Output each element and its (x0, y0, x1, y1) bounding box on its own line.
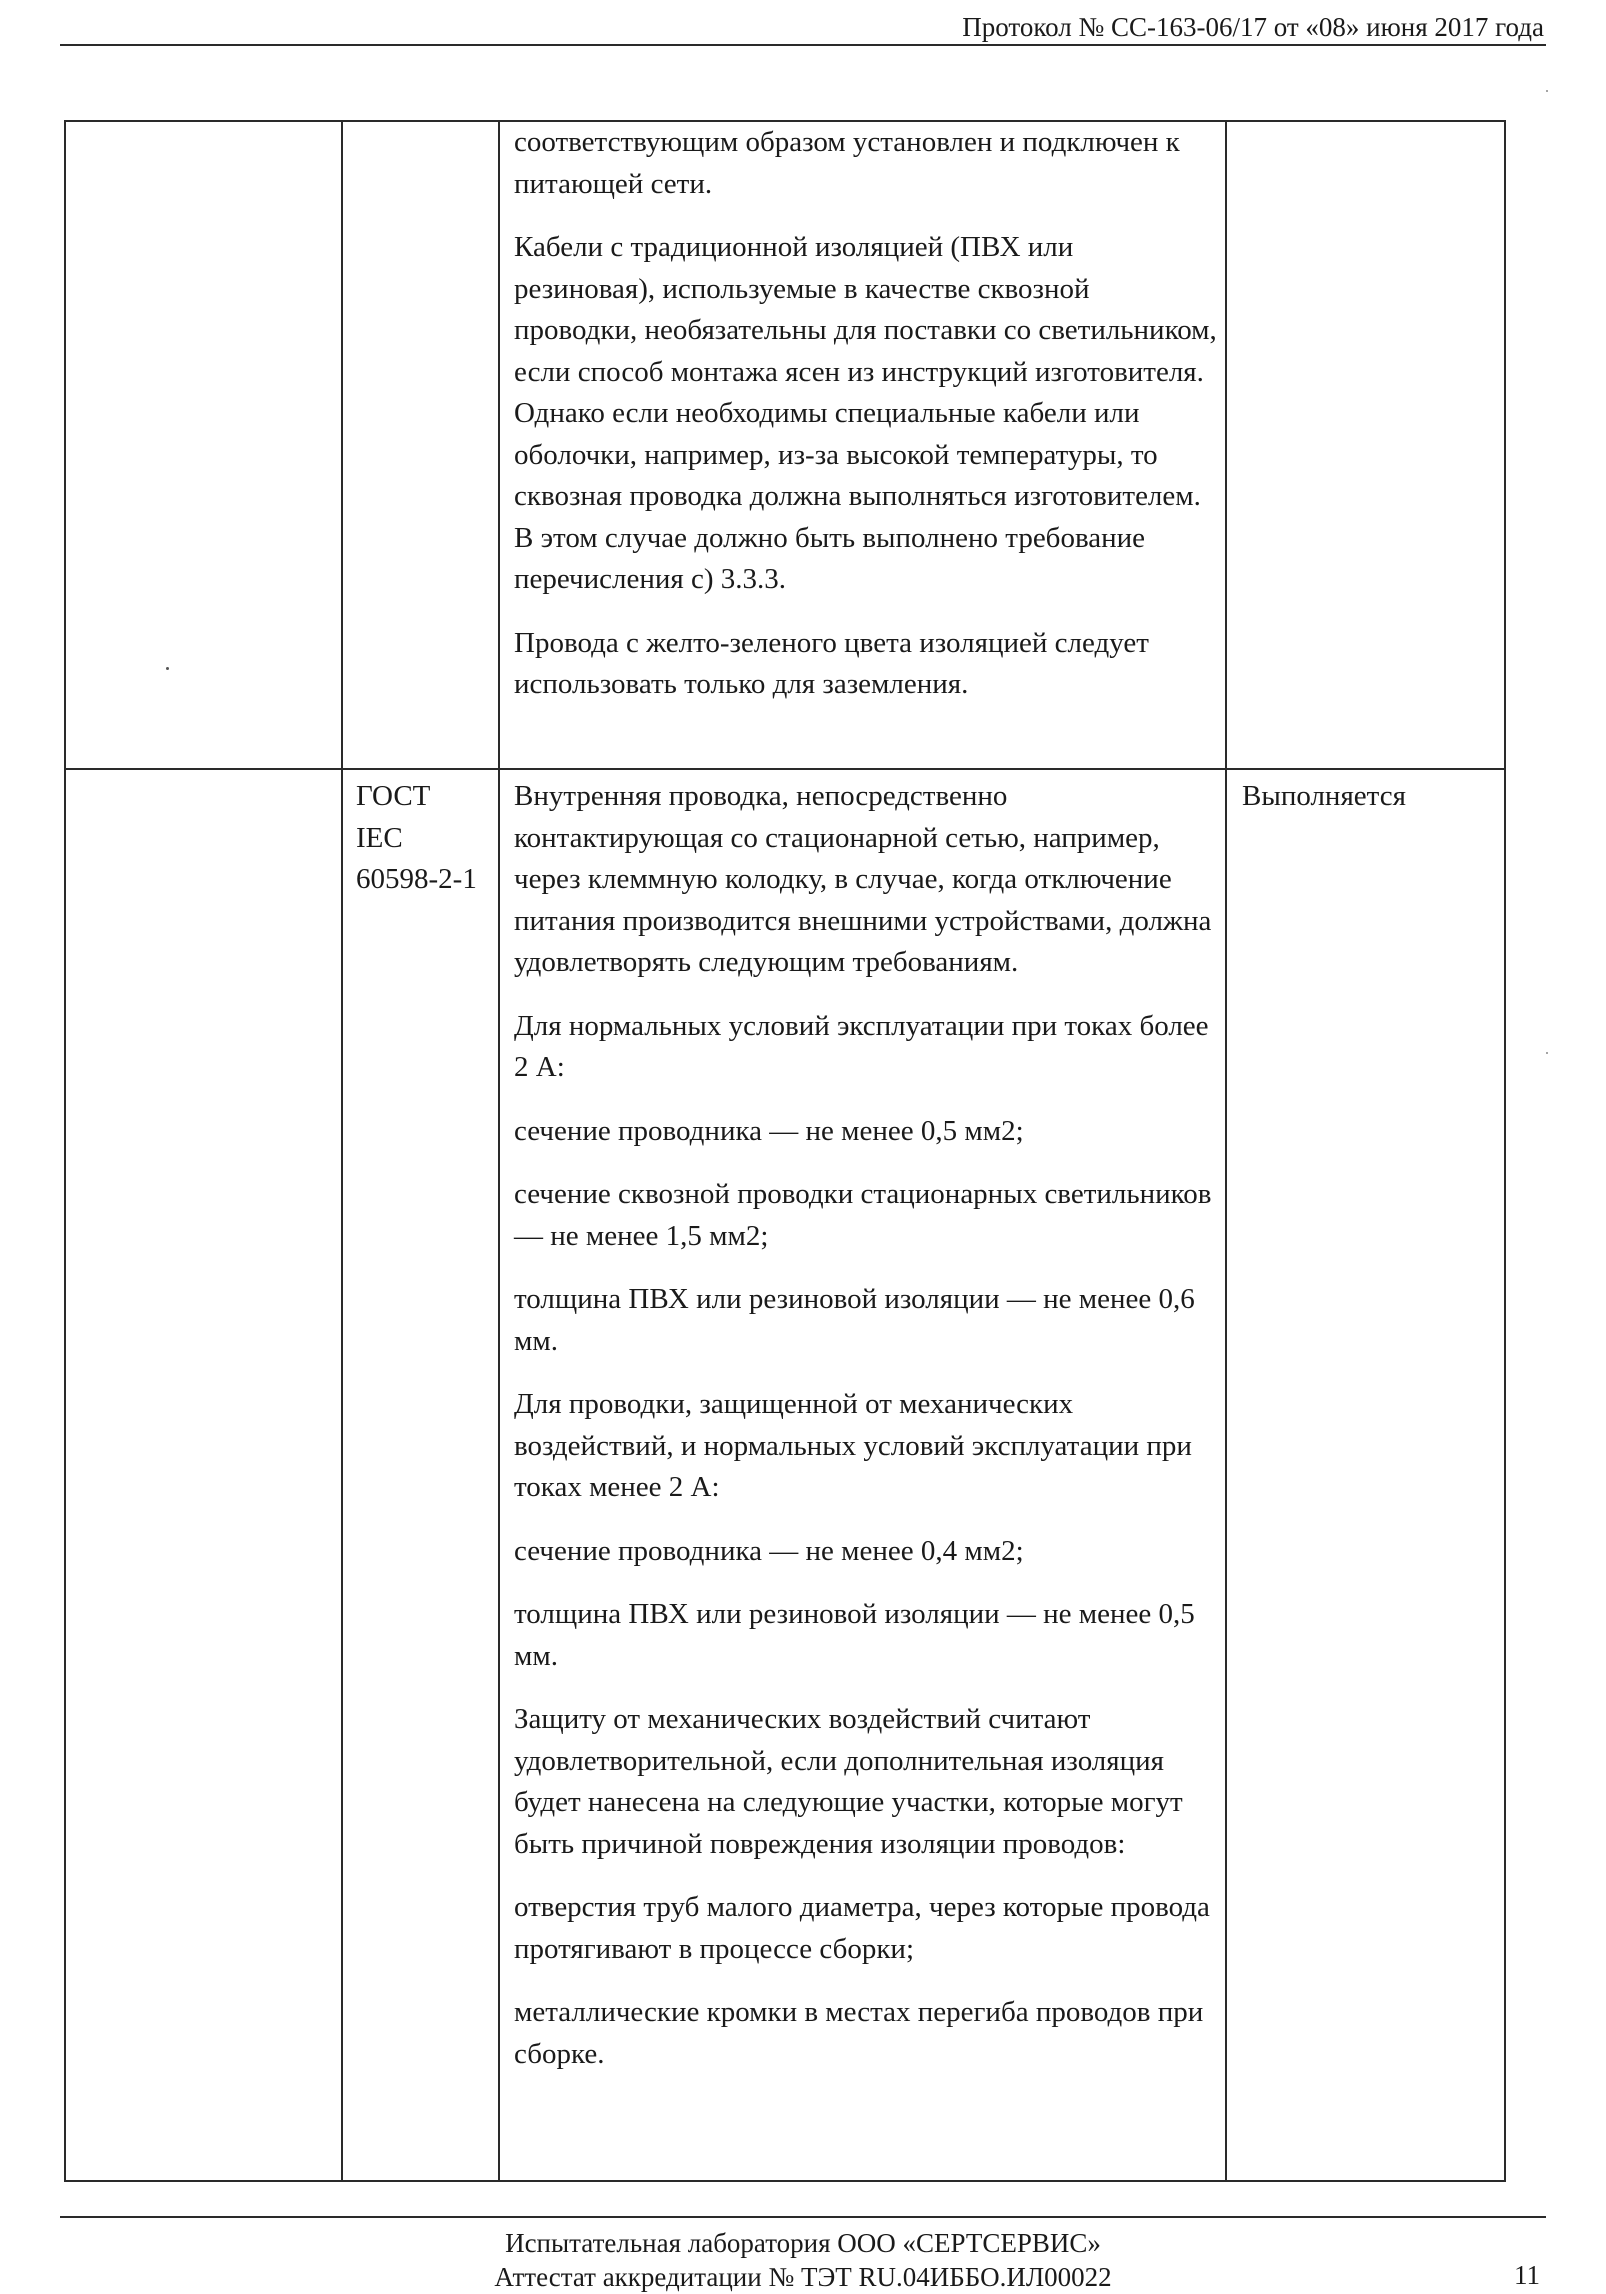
requirement-paragraph: Для нормальных условий эксплуатации при токах более 2 А: (514, 1009, 1209, 1083)
row-2-clause-cell (65, 769, 342, 2181)
footer-divider (60, 2216, 1546, 2218)
requirement-paragraph: Для проводки, защищенной от механических воздействий, и нормальных условий эксплуатации при токах менее 2 А: (514, 1388, 1192, 1503)
footer-lab-name: Испытательная лаборатория ООО «СЕРТСЕРВИС» (505, 2228, 1101, 2258)
row-2-standard (343, 770, 498, 901)
requirement-paragraph: Защиту от механических воздействий считают удовлетворительной, если дополнительная изоляция будет нанесена на следующие участки, которые могут быть причиной повреждения изоляции проводов: (514, 1703, 1183, 1860)
footer (0, 2226, 1606, 2294)
standard-line: 60598-2-1 (356, 863, 477, 895)
scan-speck (1546, 90, 1548, 92)
requirement-paragraph: отверстия труб малого диаметра, через которые провода протягивают в процессе сборки; (514, 1891, 1210, 1965)
requirement-paragraph: Провода с желто-зеленого цвета изоляцией следует использовать только для заземления. (514, 626, 1149, 700)
requirement-paragraph: толщина ПВХ или резиновой изоляции — не менее 0,5 мм. (514, 1598, 1195, 1672)
table-row (65, 121, 1505, 769)
row-2-standard-cell (342, 769, 499, 2181)
row-1-standard-cell (342, 121, 499, 769)
requirement-paragraph: толщина ПВХ или резиновой изоляции — не менее 0,6 мм. (514, 1283, 1195, 1357)
requirement-paragraph: сечение сквозной проводки стационарных светильников — не менее 1,5 мм2; (514, 1178, 1212, 1252)
row-1-standard (343, 122, 498, 128)
row-1-clause-cell (65, 121, 342, 769)
row-2-result: Выполняется (1242, 780, 1406, 812)
requirement-paragraph: сечение проводника — не менее 0,5 мм2; (514, 1114, 1024, 1147)
standard-line: ГОСТ (356, 780, 431, 812)
requirement-paragraph: сечение проводника — не менее 0,4 мм2; (514, 1534, 1024, 1567)
document-header-title: Протокол № СС-163-06/17 от «08» июня 2017 года (962, 12, 1544, 42)
footer-accreditation: Аттестат аккредитации № ТЭТ RU.04ИББО.ИЛ00022 (494, 2262, 1112, 2292)
requirement-paragraph: Кабели с традиционной изоляцией (ПВХ или резиновая), используемые в качестве сквозной проводки, необязательны для поставки со светильником, если способ монтажа ясен из инструкций изготовителя. Однако если необходимы специальные кабели или оболочки, например, из-за высокой температуры, то сквозная проводка должна выполняться изготовителем. В этом случае должно быть выполнено требование перечисления с) 3.3.3. (514, 231, 1217, 595)
header-divider (60, 44, 1546, 46)
table-row (65, 769, 1505, 2181)
row-1-result-cell (1226, 121, 1505, 769)
requirements-table (64, 120, 1506, 2182)
row-1-result (1227, 122, 1504, 128)
standard-line: IEC (356, 821, 403, 854)
scan-speck (1546, 1052, 1548, 1054)
page-number: 11 (1514, 2260, 1540, 2290)
row-2-requirement-cell (499, 769, 1226, 2181)
scan-speck (166, 667, 169, 670)
requirement-paragraph: металлические кромки в местах перегиба проводов при сборке. (514, 1996, 1204, 2070)
requirement-paragraph: Внутренняя проводка, непосредственно контактирующая со стационарной сетью, например, через клеммную колодку, в случае, когда отключение питания производится внешними устройствами, должна удовлетворять следующим требованиям. (514, 780, 1212, 978)
row-2-result-cell (1226, 769, 1505, 2181)
requirement-paragraph: соответствующим образом установлен и подключен к питающей сети. (514, 126, 1180, 200)
row-1-requirement-cell (499, 121, 1226, 769)
